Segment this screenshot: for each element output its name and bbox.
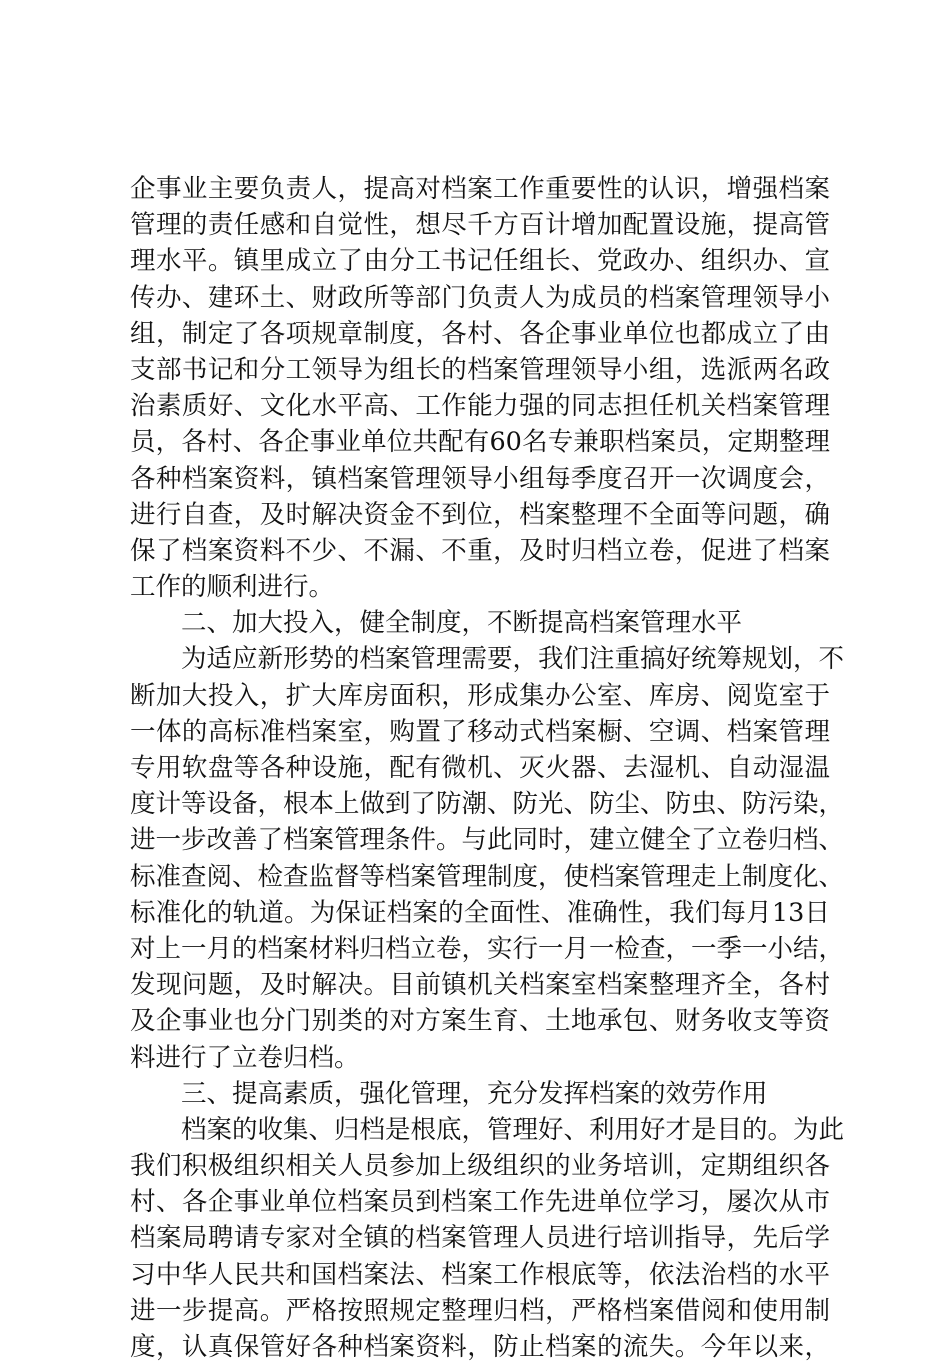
text-line: 断加大投入，扩大库房面积，形成集办公室、库房、阅览室于 [130, 680, 830, 711]
text-line: 档案局聘请专家对全镇的档案管理人员进行培训指导，先后学 [130, 1223, 830, 1254]
text-line: 进一步改善了档案管理条件。与此同时，建立健全了立卷归档、 [130, 825, 845, 856]
text-line: 保了档案资料不少、不漏、不重，及时归档立卷，促进了档案 [130, 535, 830, 566]
text-line: 工作的顺利进行。 [130, 572, 335, 603]
text-line: 传办、建环土、财政所等部门负责人为成员的档案管理领导小 [130, 282, 830, 313]
text-line: 村、各企事业单位档案员到档案工作先进单位学习，屡次从市 [130, 1187, 830, 1218]
document-body [130, 171, 845, 1365]
text-line: 标准查阅、检查监督等档案管理制度，使档案管理走上制度化、 [130, 861, 845, 892]
text-line: 度，认真保管好各种档案资料，防止档案的流失。今年以来， [130, 1332, 830, 1362]
text-line: 及企事业也分门别类的对方案生育、土地承包、财务收支等资 [130, 1006, 830, 1037]
text-line: 员，各村、各企事业单位共配有60名专兼职档案员，定期整理 [130, 427, 830, 458]
text-line: 为适应新形势的档案管理需要，我们注重搞好统筹规划，不 [181, 644, 845, 675]
text-line: 发现问题，及时解决。目前镇机关档案室档案整理齐全，各村 [130, 970, 830, 1001]
section-heading: 二、加大投入，健全制度，不断提高档案管理水平 [181, 608, 743, 639]
section-heading: 三、提高素质，强化管理，充分发挥档案的效劳作用 [181, 1078, 768, 1109]
text-line: 组，制定了各项规章制度，各村、各企事业单位也都成立了由 [130, 318, 830, 349]
text-line: 档案的收集、归档是根底，管理好、利用好才是目的。为此 [181, 1114, 845, 1145]
text-line: 支部书记和分工领导为组长的档案管理领导小组，选派两名政 [130, 354, 830, 385]
text-line: 标准化的轨道。为保证档案的全面性、准确性，我们每月13日 [130, 897, 830, 928]
text-line: 管理的责任感和自觉性，想尽千方百计增加配置设施，提高管 [130, 210, 830, 241]
text-line: 一体的高标准档案室，购置了移动式档案橱、空调、档案管理 [130, 716, 830, 747]
text-line: 习中华人民共和国档案法、档案工作根底等，依法治档的水平 [130, 1259, 830, 1290]
text-line: 我们积极组织相关人员参加上级组织的业务培训，定期组织各 [130, 1151, 830, 1182]
text-line: 料进行了立卷归档。 [130, 1042, 360, 1073]
text-line: 度计等设备，根本上做到了防潮、防光、防尘、防虫、防污染， [130, 789, 845, 820]
text-line: 对上一月的档案材料归档立卷，实行一月一检查，一季一小结， [130, 933, 845, 964]
text-line: 理水平。镇里成立了由分工书记任组长、党政办、组织办、宣 [130, 246, 830, 277]
text-line: 进行自查，及时解决资金不到位，档案整理不全面等问题，确 [130, 499, 830, 530]
text-line: 企事业主要负责人，提高对档案工作重要性的认识，增强档案 [130, 174, 830, 204]
text-line: 进一步提高。严格按照规定整理归档，严格档案借阅和使用制 [130, 1295, 830, 1326]
text-line: 治素质好、文化水平高、工作能力强的同志担任机关档案管理 [130, 391, 830, 422]
text-line: 各种档案资料，镇档案管理领导小组每季度召开一次调度会， [130, 463, 830, 494]
text-line: 专用软盘等各种设施，配有微机、灭火器、去湿机、自动湿温 [130, 753, 830, 783]
